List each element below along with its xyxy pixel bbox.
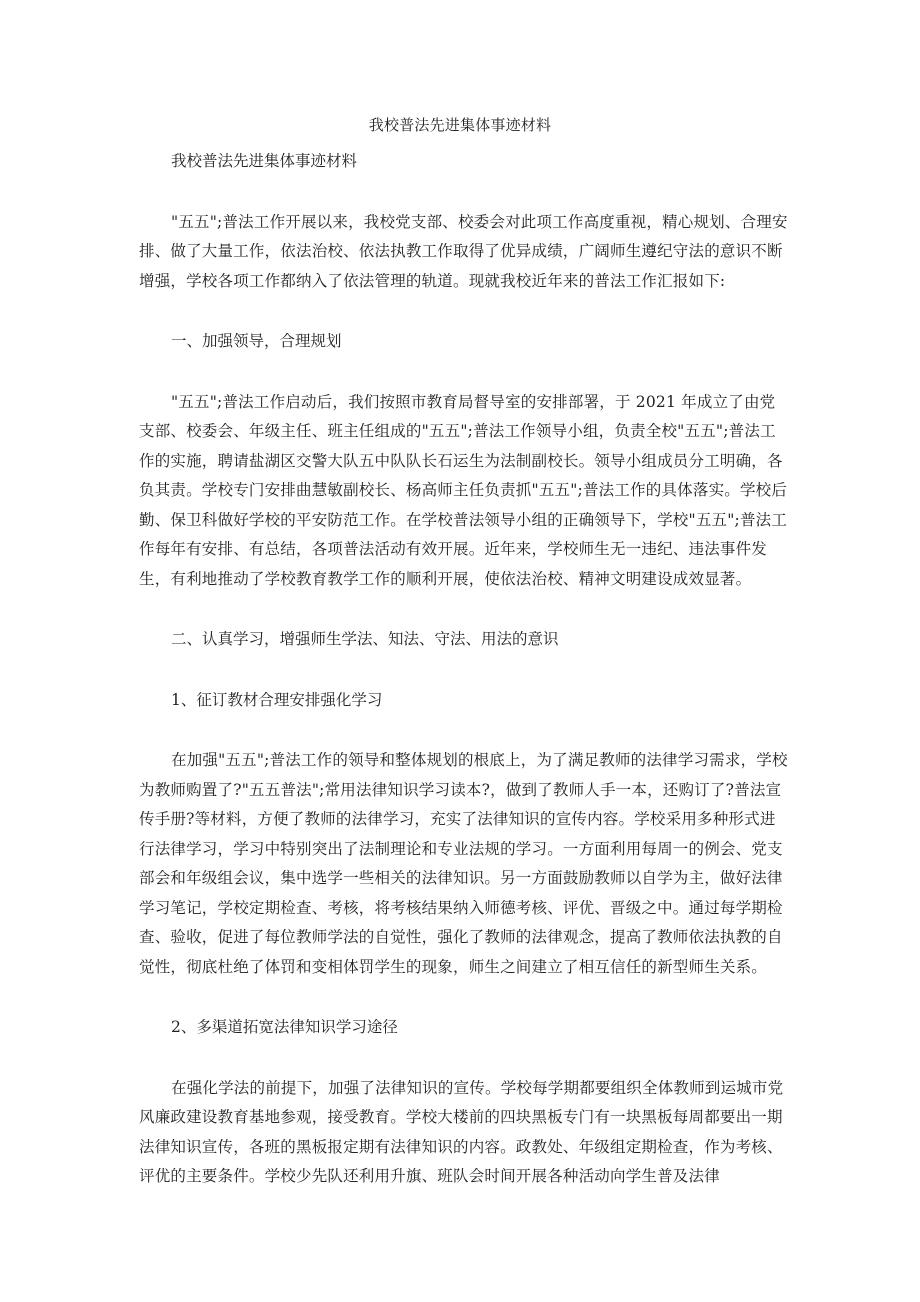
subsection-1-heading: 1、征订教材合理安排强化学习 [171,690,383,709]
subsection-1-body: 在加强"五五";普法工作的领导和整体规划的根底上，为了满足教师的法律学习需求，学校为教师购置了?"五五普法";常用法律知识学习读本?，做到了教师人手一本，还购订了?普法宣传手册?等材料，方便了教师的法律学习，充实了法律知识的宣传内容。学校采用多种形式进行法律学习，学习中特别突出了法制理论和专业法规的学习。一方面利用每周一的例会、党支部会和年级组会议，集中选学一些相关的法律知识。另一方面鼓励教师以自学为主，做好法律学习笔记，学校定期检查、考核，将考核结果纳入师德考核、评优、晋级之中。通过每学期检查、验收，促进了每位教师学法的自觉性，强化了教师的法律观念，提高了教师依法执教的自觉性，彻底杜绝了体罚和变相体罚学生的现象，师生之间建立了相互信任的新型师生关系。 [139,751,788,976]
section-2-heading: 二、认真学习，增强师生学法、知法、守法、用法的意识 [171,630,559,648]
spacer [139,1043,789,1074]
spacer [139,296,789,327]
intro-paragraph: "五五";普法工作开展以来，我校党支部、校委会对此项工作高度重视，精心规划、合理安排、做了大量工作，依法治校、依法执教工作取得了优异成绩，广阔师生遵纪守法的意识不断增强，学校各项工作都纳入了依法管理的轨道。现就我校近年来的普法工作汇报如下: [139,212,788,290]
document-content [139,147,789,1192]
spacer [139,357,789,388]
spacer [139,177,789,208]
subsection-2-heading: 2、多渠道拓宽法律知识学习途径 [171,1018,398,1036]
document-subtitle: 我校普法先进集体事迹材料 [171,152,358,170]
document-title: 我校普法先进集体事迹材料 [368,116,552,134]
spacer [139,594,789,625]
section-1-body: "五五";普法工作启动后，我们按照市教育局督导室的安排部署，于 2021 年成立了由党支部、校委会、年级主任、班主任组成的"五五";普法工作领导小组，负责全校"五五";普法工作的实施，聘请盐湖区交警大队五中队队长石运生为法制副校长。领导小组成员分工明确，各负其责。学校专门安排曲慧敏副校长、杨高师主任负责抓"五五";普法工作的具体落实。学校后勤、保卫科做好学校的平安防范工作。在学校普法领导小组的正确领导下，学校"五五";普法工作每年有安排、有总结，各项普法活动有效开展。近年来，学校师生无一违纪、违法事件发生，有利地推动了学校教育教学工作的顺利开展，使依法治校、精神文明建设成效显著。 [139,392,788,588]
spacer [139,655,789,686]
section-1-heading: 一、加强领导，合理规划 [171,332,342,350]
spacer [139,715,789,746]
subsection-2-body: 在强化学法的前提下，加强了法律知识的宣传。学校每学期都要组织全体教师到运城市党风廉政建设教育基地参观，接受教育。学校大楼前的四块黑板专门有一块黑板每周都要出一期法律知识宣传，各班的黑板报定期有法律知识的内容。政教处、年级组定期检查，作为考核、评优的主要条件。学校少先队还利用升旗、班队会时间开展各种活动向学生普及法律 [139,1078,784,1185]
spacer [139,982,789,1013]
